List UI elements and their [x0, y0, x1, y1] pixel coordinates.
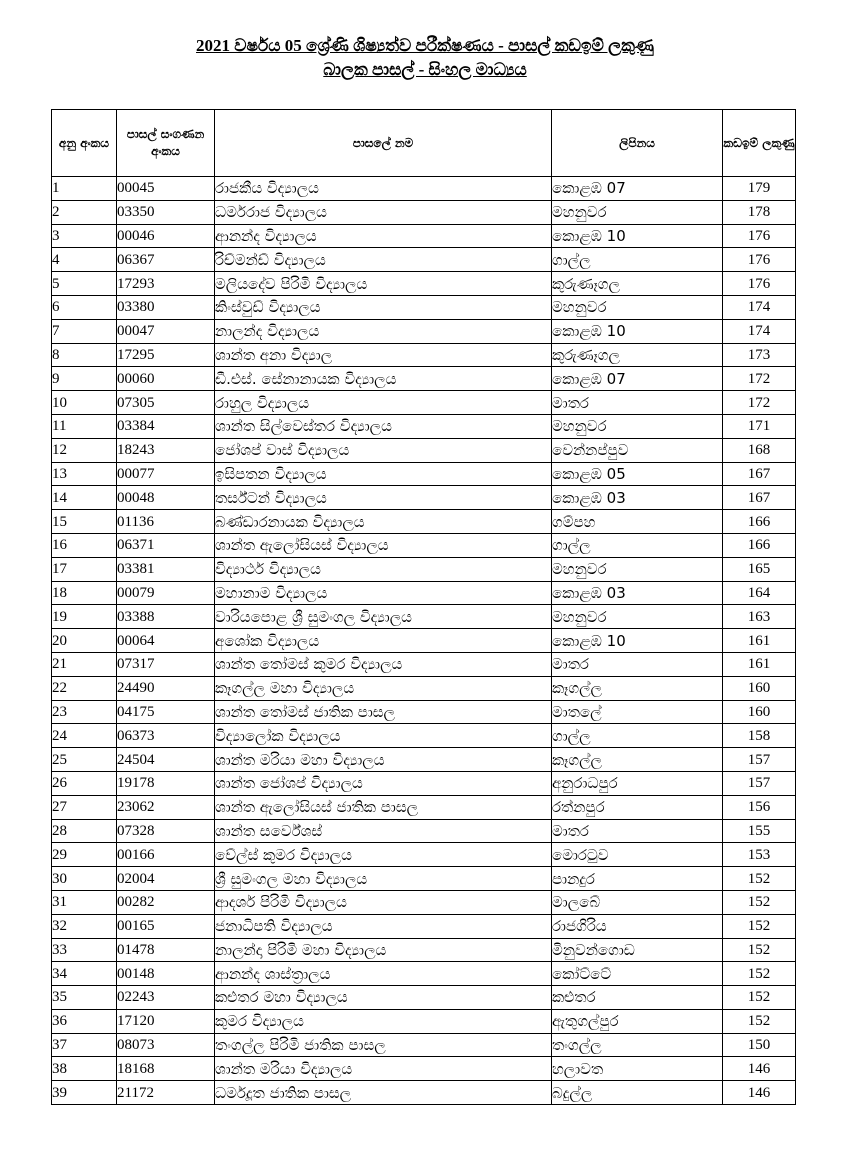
- census-no-cell: 00166: [117, 843, 215, 867]
- table-row: [52, 486, 796, 510]
- serial-no-cell: 28: [52, 819, 117, 843]
- table-row: [52, 724, 796, 748]
- address-cell: මාතලේ: [552, 700, 723, 724]
- cutoff-mark-cell: 156: [723, 795, 796, 819]
- school-name-cell: රාජකීය විද්‍යාලය: [215, 177, 552, 201]
- census-no-cell: 06373: [117, 724, 215, 748]
- serial-no-cell: 22: [52, 676, 117, 700]
- school-name-cell: ශාන්ත මරියා විද්‍යාලය: [215, 1057, 552, 1081]
- cutoff-mark-cell: 176: [723, 224, 796, 248]
- table-row: [52, 652, 796, 676]
- census-no-cell: 21172: [117, 1081, 215, 1105]
- school-name-cell: කිංස්වුඩ් විද්‍යාලය: [215, 295, 552, 319]
- cutoff-mark-cell: 155: [723, 819, 796, 843]
- cutoff-mark-cell: 152: [723, 890, 796, 914]
- school-name-cell: ඩී.එස්. සේනානායක විද්‍යාලය: [215, 367, 552, 391]
- cutoff-mark-cell: 160: [723, 676, 796, 700]
- table-row: [52, 676, 796, 700]
- census-no-cell: 00048: [117, 486, 215, 510]
- cutoff-mark-cell: 153: [723, 843, 796, 867]
- school-name-cell: ආදර්ශ පිරිමි විද්‍යාලය: [215, 890, 552, 914]
- cutoff-mark-cell: 163: [723, 605, 796, 629]
- census-no-cell: 23062: [117, 795, 215, 819]
- serial-no-cell: 18: [52, 581, 117, 605]
- address-cell: මාතර: [552, 391, 723, 415]
- census-no-cell: 04175: [117, 700, 215, 724]
- address-cell: අනුරාධපුර: [552, 771, 723, 795]
- school-name-cell: ධර්මදූත ජාතික පාසල: [215, 1081, 552, 1105]
- serial-no-cell: 35: [52, 986, 117, 1010]
- cutoff-mark-cell: 178: [723, 200, 796, 224]
- cutoff-mark-cell: 172: [723, 367, 796, 391]
- table-row: [52, 867, 796, 891]
- census-no-cell: 00077: [117, 462, 215, 486]
- document-title: 2021 වර්ෂය 05 ශ්‍රේණි ශිෂ්‍යත්ව පරීක්ෂණය - පාසල් කඩඉම් ලකුණු: [196, 36, 654, 55]
- school-name-cell: කෑගල්ල මහා විද්‍යාලය: [215, 676, 552, 700]
- cutoff-mark-cell: 176: [723, 272, 796, 296]
- cutoff-mark-cell: 167: [723, 462, 796, 486]
- header-cutoff-mark: කඩඉම් ලකුණු: [723, 110, 796, 177]
- address-cell: කුරුණෑගල: [552, 272, 723, 296]
- table-row: [52, 533, 796, 557]
- serial-no-cell: 10: [52, 391, 117, 415]
- census-no-cell: 03380: [117, 295, 215, 319]
- school-name-cell: වේල්ස් කුමර විද්‍යාලය: [215, 843, 552, 867]
- table-row: [52, 391, 796, 415]
- address-cell: කොළඹ 10: [552, 224, 723, 248]
- table-row: [52, 914, 796, 938]
- table-row: [52, 367, 796, 391]
- census-no-cell: 00046: [117, 224, 215, 248]
- school-name-cell: රිච්මන්ඩ් විද්‍යාලය: [215, 248, 552, 272]
- census-no-cell: 00060: [117, 367, 215, 391]
- table-row: [52, 224, 796, 248]
- table-row: [52, 771, 796, 795]
- table-body: [52, 177, 796, 1105]
- address-cell: කෑගල්ල: [552, 748, 723, 772]
- cutoff-mark-cell: 161: [723, 652, 796, 676]
- table-row: [52, 962, 796, 986]
- cutoff-mark-cell: 152: [723, 1009, 796, 1033]
- table-row: [52, 319, 796, 343]
- address-cell: බදුල්ල: [552, 1081, 723, 1105]
- cutoff-mark-cell: 160: [723, 700, 796, 724]
- serial-no-cell: 23: [52, 700, 117, 724]
- address-cell: කොළඹ 07: [552, 367, 723, 391]
- census-no-cell: 00079: [117, 581, 215, 605]
- school-name-cell: රාහුල විද්‍යාලය: [215, 391, 552, 415]
- serial-no-cell: 34: [52, 962, 117, 986]
- school-name-cell: තර්ස්ටන් විද්‍යාලය: [215, 486, 552, 510]
- address-cell: මහනුවර: [552, 414, 723, 438]
- serial-no-cell: 7: [52, 319, 117, 343]
- table-row: [52, 1033, 796, 1057]
- address-cell: කෑගල්ල: [552, 676, 723, 700]
- serial-no-cell: 16: [52, 533, 117, 557]
- table-row: [52, 462, 796, 486]
- cutoff-mark-cell: 152: [723, 986, 796, 1010]
- school-name-cell: ආනන්ද විද්‍යාලය: [215, 224, 552, 248]
- census-no-cell: 00047: [117, 319, 215, 343]
- census-no-cell: 17293: [117, 272, 215, 296]
- serial-no-cell: 20: [52, 629, 117, 653]
- census-no-cell: 06371: [117, 533, 215, 557]
- address-cell: මාලබේ: [552, 890, 723, 914]
- cutoff-mark-cell: 158: [723, 724, 796, 748]
- census-no-cell: 07328: [117, 819, 215, 843]
- cutoff-mark-cell: 165: [723, 557, 796, 581]
- school-name-cell: ජෝශප් වාස් විද්‍යාලය: [215, 438, 552, 462]
- school-name-cell: ශාන්ත ජෝශප් විද්‍යාලය: [215, 771, 552, 795]
- address-cell: කෝට්ටේ: [552, 962, 723, 986]
- cutoff-marks-table: [51, 109, 796, 1105]
- cutoff-mark-cell: 174: [723, 295, 796, 319]
- census-no-cell: 03384: [117, 414, 215, 438]
- census-no-cell: 24504: [117, 748, 215, 772]
- serial-no-cell: 24: [52, 724, 117, 748]
- school-name-cell: විද්‍යාර්ථ විද්‍යාලය: [215, 557, 552, 581]
- serial-no-cell: 32: [52, 914, 117, 938]
- address-cell: කොළඹ 10: [552, 629, 723, 653]
- school-name-cell: තංගල්ල පිරිමි ජාතික පාසල: [215, 1033, 552, 1057]
- address-cell: මහනුවර: [552, 557, 723, 581]
- census-no-cell: 00045: [117, 177, 215, 201]
- address-cell: ගාල්ල: [552, 724, 723, 748]
- cutoff-mark-cell: 166: [723, 510, 796, 534]
- address-cell: ගම්පහ: [552, 510, 723, 534]
- school-name-cell: ශ්‍රී සුමංගල මහා විද්‍යාලය: [215, 867, 552, 891]
- address-cell: මාතර: [552, 819, 723, 843]
- census-no-cell: 07317: [117, 652, 215, 676]
- census-no-cell: 00064: [117, 629, 215, 653]
- address-cell: තංගල්ල: [552, 1033, 723, 1057]
- table-row: [52, 295, 796, 319]
- header-school-name: පාසලේ නම: [215, 110, 552, 177]
- table-row: [52, 700, 796, 724]
- table-row: [52, 605, 796, 629]
- serial-no-cell: 3: [52, 224, 117, 248]
- school-name-cell: නාලන්ද විද්‍යාලය: [215, 319, 552, 343]
- serial-no-cell: 2: [52, 200, 117, 224]
- table-row: [52, 248, 796, 272]
- cutoff-mark-cell: 152: [723, 867, 796, 891]
- census-no-cell: 18168: [117, 1057, 215, 1081]
- document-subtitle: බාලක පාසල් - සිංහල මාධ්‍යය: [323, 60, 527, 79]
- table-row: [52, 1057, 796, 1081]
- serial-no-cell: 31: [52, 890, 117, 914]
- table-header-row: [52, 110, 796, 177]
- school-name-cell: විද්‍යාලෝක විද්‍යාලය: [215, 724, 552, 748]
- cutoff-mark-cell: 168: [723, 438, 796, 462]
- address-cell: රාජගිරිය: [552, 914, 723, 938]
- cutoff-mark-cell: 176: [723, 248, 796, 272]
- census-no-cell: 00148: [117, 962, 215, 986]
- serial-no-cell: 21: [52, 652, 117, 676]
- cutoff-mark-cell: 152: [723, 938, 796, 962]
- cutoff-mark-cell: 152: [723, 962, 796, 986]
- serial-no-cell: 39: [52, 1081, 117, 1105]
- school-name-cell: බණ්ඩාරනායක විද්‍යාලය: [215, 510, 552, 534]
- census-no-cell: 01136: [117, 510, 215, 534]
- school-name-cell: කළුතර මහා විද්‍යාලය: [215, 986, 552, 1010]
- census-no-cell: 03350: [117, 200, 215, 224]
- cutoff-mark-cell: 161: [723, 629, 796, 653]
- cutoff-mark-cell: 167: [723, 486, 796, 510]
- address-cell: මහනුවර: [552, 295, 723, 319]
- school-name-cell: ශාන්ත අනා විද්‍යාල: [215, 343, 552, 367]
- header-address: ලිපිනය: [552, 110, 723, 177]
- census-no-cell: 00282: [117, 890, 215, 914]
- serial-no-cell: 5: [52, 272, 117, 296]
- school-name-cell: ශාන්ත සිල්වෙස්තර විද්‍යාලය: [215, 414, 552, 438]
- table-row: [52, 1009, 796, 1033]
- cutoff-mark-cell: 150: [723, 1033, 796, 1057]
- address-cell: මහනුවර: [552, 200, 723, 224]
- serial-no-cell: 9: [52, 367, 117, 391]
- serial-no-cell: 1: [52, 177, 117, 201]
- table-row: [52, 986, 796, 1010]
- serial-no-cell: 37: [52, 1033, 117, 1057]
- serial-no-cell: 17: [52, 557, 117, 581]
- table-row: [52, 938, 796, 962]
- census-no-cell: 06367: [117, 248, 215, 272]
- serial-no-cell: 27: [52, 795, 117, 819]
- serial-no-cell: 26: [52, 771, 117, 795]
- serial-no-cell: 19: [52, 605, 117, 629]
- serial-no-cell: 13: [52, 462, 117, 486]
- cutoff-mark-cell: 166: [723, 533, 796, 557]
- address-cell: ගාල්ල: [552, 533, 723, 557]
- table-row: [52, 343, 796, 367]
- address-cell: මාතර: [552, 652, 723, 676]
- school-name-cell: වාරියපොළ ශ්‍රී සුමංගල විද්‍යාලය: [215, 605, 552, 629]
- address-cell: ගාල්ල: [552, 248, 723, 272]
- school-name-cell: ශාන්ත ඇලෝසියස් ජාතික පාසල: [215, 795, 552, 819]
- serial-no-cell: 4: [52, 248, 117, 272]
- cutoff-mark-cell: 157: [723, 771, 796, 795]
- cutoff-mark-cell: 146: [723, 1057, 796, 1081]
- address-cell: කොළඹ 03: [552, 581, 723, 605]
- address-cell: කොළඹ 07: [552, 177, 723, 201]
- census-no-cell: 17295: [117, 343, 215, 367]
- cutoff-mark-cell: 174: [723, 319, 796, 343]
- address-cell: හලාවත: [552, 1057, 723, 1081]
- school-name-cell: ශාන්ත තෝමස් කුමර විද්‍යාලය: [215, 652, 552, 676]
- school-name-cell: කුමර විද්‍යාලය: [215, 1009, 552, 1033]
- school-name-cell: ශාන්ත ඇලෝසියස් විද්‍යාලය: [215, 533, 552, 557]
- cutoff-mark-cell: 171: [723, 414, 796, 438]
- table-row: [52, 438, 796, 462]
- serial-no-cell: 30: [52, 867, 117, 891]
- census-no-cell: 07305: [117, 391, 215, 415]
- address-cell: රත්නපුර: [552, 795, 723, 819]
- school-name-cell: ශාන්ත සර්වේශස්: [215, 819, 552, 843]
- table-row: [52, 1081, 796, 1105]
- school-name-cell: ධර්මරාජ විද්‍යාලය: [215, 200, 552, 224]
- table-row: [52, 557, 796, 581]
- school-name-cell: මලියදේව පිරිමි විද්‍යාලය: [215, 272, 552, 296]
- serial-no-cell: 29: [52, 843, 117, 867]
- serial-no-cell: 36: [52, 1009, 117, 1033]
- table-row: [52, 795, 796, 819]
- school-name-cell: ශාන්ත මරියා මහා විද්‍යාලය: [215, 748, 552, 772]
- school-name-cell: නාලන්දා පිරිමි මහා විද්‍යාලය: [215, 938, 552, 962]
- census-no-cell: 02004: [117, 867, 215, 891]
- table-row: [52, 890, 796, 914]
- serial-no-cell: 12: [52, 438, 117, 462]
- cutoff-mark-cell: 173: [723, 343, 796, 367]
- address-cell: මිනුවන්ගොඩ: [552, 938, 723, 962]
- school-name-cell: අශෝක විද්‍යාලය: [215, 629, 552, 653]
- address-cell: මොරටුව: [552, 843, 723, 867]
- school-name-cell: ජනාධිපති විද්‍යාලය: [215, 914, 552, 938]
- cutoff-mark-cell: 172: [723, 391, 796, 415]
- address-cell: පානදුර: [552, 867, 723, 891]
- serial-no-cell: 38: [52, 1057, 117, 1081]
- cutoff-mark-cell: 164: [723, 581, 796, 605]
- cutoff-mark-cell: 146: [723, 1081, 796, 1105]
- table-row: [52, 414, 796, 438]
- table-row: [52, 510, 796, 534]
- table-row: [52, 843, 796, 867]
- table-row: [52, 748, 796, 772]
- census-no-cell: 02243: [117, 986, 215, 1010]
- table-row: [52, 177, 796, 201]
- census-no-cell: 08073: [117, 1033, 215, 1057]
- census-no-cell: 17120: [117, 1009, 215, 1033]
- header-serial-no: අනු අංකය: [52, 110, 117, 177]
- census-no-cell: 18243: [117, 438, 215, 462]
- address-cell: කළුතර: [552, 986, 723, 1010]
- table-row: [52, 819, 796, 843]
- serial-no-cell: 8: [52, 343, 117, 367]
- table-row: [52, 272, 796, 296]
- serial-no-cell: 14: [52, 486, 117, 510]
- census-no-cell: 01478: [117, 938, 215, 962]
- address-cell: කොළඹ 10: [552, 319, 723, 343]
- serial-no-cell: 6: [52, 295, 117, 319]
- serial-no-cell: 11: [52, 414, 117, 438]
- header-school-census-no: පාසල් සංගණන අංකය: [117, 110, 215, 177]
- address-cell: මහනුවර: [552, 605, 723, 629]
- cutoff-mark-cell: 179: [723, 177, 796, 201]
- school-name-cell: මහානාම විද්‍යාලය: [215, 581, 552, 605]
- census-no-cell: 00165: [117, 914, 215, 938]
- cutoff-mark-cell: 152: [723, 914, 796, 938]
- school-name-cell: ශාන්ත තෝමස් ජාතික පාසල: [215, 700, 552, 724]
- census-no-cell: 24490: [117, 676, 215, 700]
- census-no-cell: 03388: [117, 605, 215, 629]
- census-no-cell: 19178: [117, 771, 215, 795]
- address-cell: කුරුණෑගල: [552, 343, 723, 367]
- table-row: [52, 629, 796, 653]
- address-cell: කොළඹ 05: [552, 462, 723, 486]
- document-header: [0, 34, 850, 82]
- address-cell: ඇතුගල්පුර: [552, 1009, 723, 1033]
- table-row: [52, 200, 796, 224]
- address-cell: කොළඹ 03: [552, 486, 723, 510]
- census-no-cell: 03381: [117, 557, 215, 581]
- school-name-cell: ආනන්ද ශාස්ත්‍රාලය: [215, 962, 552, 986]
- serial-no-cell: 33: [52, 938, 117, 962]
- serial-no-cell: 25: [52, 748, 117, 772]
- cutoff-mark-cell: 157: [723, 748, 796, 772]
- serial-no-cell: 15: [52, 510, 117, 534]
- table-row: [52, 581, 796, 605]
- address-cell: වෙන්නප්පුව: [552, 438, 723, 462]
- school-name-cell: ඉසිපතන විද්‍යාලය: [215, 462, 552, 486]
